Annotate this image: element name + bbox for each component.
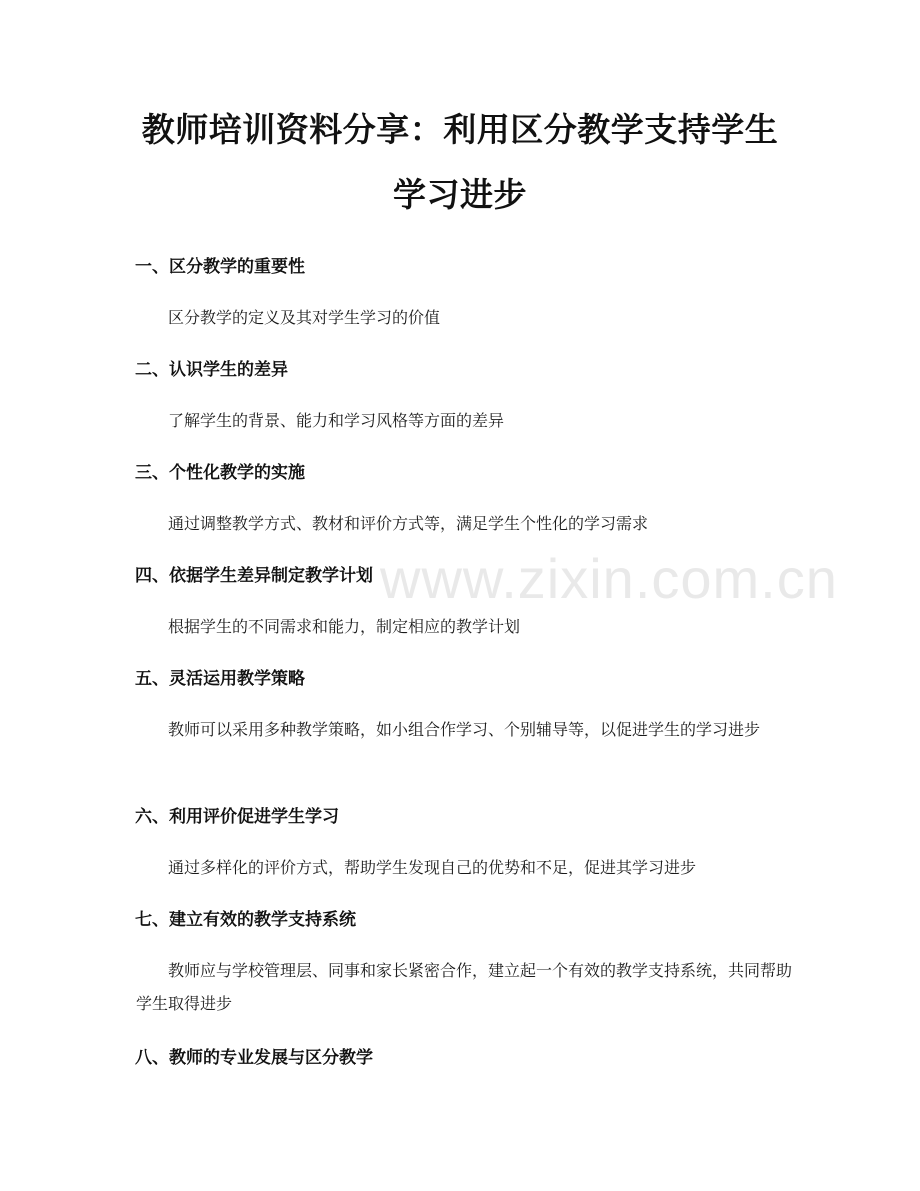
section-heading-3: 三、个性化教学的实施 <box>135 463 305 483</box>
section-heading-7: 七、建立有效的教学支持系统 <box>135 910 356 930</box>
section-heading-1: 一、区分教学的重要性 <box>135 257 305 277</box>
section-heading-8: 八、教师的专业发展与区分教学 <box>135 1048 373 1068</box>
section-body-1: 区分教学的定义及其对学生学习的价值 <box>168 308 441 327</box>
section-heading-6: 六、利用评价促进学生学习 <box>135 807 339 827</box>
section-body-2: 了解学生的背景、能力和学习风格等方面的差异 <box>168 411 505 430</box>
section-heading-5: 五、灵活运用教学策略 <box>135 669 305 689</box>
section-body-6: 通过多样化的评价方式，帮助学生发现自己的优势和不足，促进其学习进步 <box>168 858 697 877</box>
section-body-7: 教师应与学校管理层、同事和家长紧密合作，建立起一个有效的教学支持系统，共同帮助学生取得进步 <box>136 961 793 1013</box>
page-title-line-1: 教师培训资料分享：利用区分教学支持学生 <box>141 110 779 149</box>
section-body-3: 通过调整教学方式、教材和评价方式等，满足学生个性化的学习需求 <box>168 514 649 533</box>
page-title-line-2: 学习进步 <box>393 175 527 214</box>
section-heading-4: 四、依据学生差异制定教学计划 <box>135 566 373 586</box>
watermark: www.zixin.com.cn <box>380 547 838 610</box>
section-body-4: 根据学生的不同需求和能力，制定相应的教学计划 <box>168 617 521 636</box>
section-body-5: 教师可以采用多种教学策略，如小组合作学习、个别辅导等，以促进学生的学习进步 <box>168 720 761 739</box>
section-heading-2: 二、认识学生的差异 <box>135 360 288 380</box>
